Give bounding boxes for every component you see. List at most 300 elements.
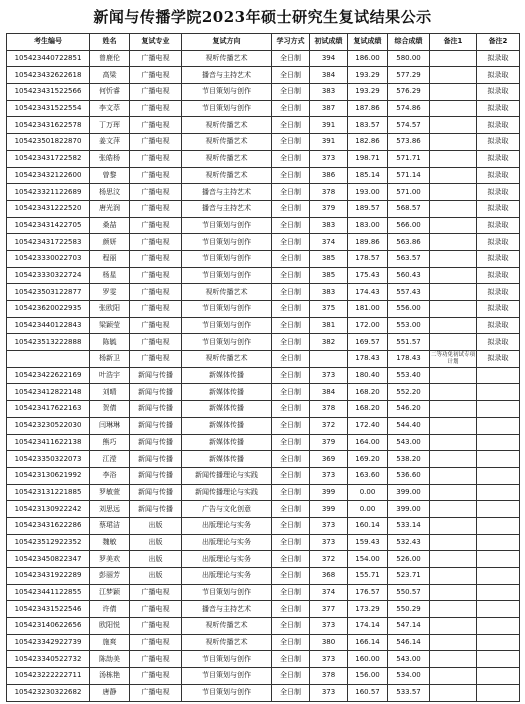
exam-id-cell: 105423431622286 xyxy=(7,517,90,534)
remark-1-cell xyxy=(430,267,477,284)
table-row xyxy=(7,134,520,151)
prelim-score-cell: 382 xyxy=(310,334,348,351)
study-mode-cell: 全日制 xyxy=(272,267,310,284)
prelim-score-cell: 391 xyxy=(310,117,348,134)
retest-score-cell: 187.86 xyxy=(348,100,388,117)
major-cell: 广播电视 xyxy=(130,50,182,67)
study-mode-cell: 全日制 xyxy=(272,467,310,484)
exam-id-cell xyxy=(7,351,90,368)
major-cell: 新闻与传播 xyxy=(130,434,182,451)
col-major-header: 复试专业 xyxy=(130,34,182,51)
retest-score-cell: 181.00 xyxy=(348,301,388,318)
remark-1-cell xyxy=(430,417,477,434)
prelim-score-cell: 383 xyxy=(310,84,348,101)
remark-2-cell xyxy=(477,384,520,401)
remark-2-cell xyxy=(477,684,520,701)
study-mode-cell: 全日制 xyxy=(272,317,310,334)
exam-id-cell: 105423350322073 xyxy=(7,451,90,468)
table-row xyxy=(7,668,520,685)
remark-1-cell: 二等功免初试专项计划 xyxy=(430,351,477,368)
major-cell: 广播电视 xyxy=(130,618,182,635)
remark-1-cell xyxy=(430,84,477,101)
major-cell: 新闻与传播 xyxy=(130,451,182,468)
col-remark-1-header: 备注1 xyxy=(430,34,477,51)
major-cell: 广播电视 xyxy=(130,134,182,151)
remark-2-cell: 拟录取 xyxy=(477,267,520,284)
total-score-cell: 399.00 xyxy=(388,501,430,518)
direction-cell: 节目策划与创作 xyxy=(182,651,272,668)
table-row xyxy=(7,200,520,217)
direction-cell: 播音与主持艺术 xyxy=(182,601,272,618)
retest-score-cell: 0.00 xyxy=(348,501,388,518)
exam-id-cell: 105423501822870 xyxy=(7,134,90,151)
remark-2-cell: 拟录取 xyxy=(477,100,520,117)
exam-id-cell: 105423131221885 xyxy=(7,484,90,501)
col-direction-header: 复试方向 xyxy=(182,34,272,51)
remark-2-cell xyxy=(477,651,520,668)
exam-id-cell: 105423411622138 xyxy=(7,434,90,451)
prelim-score-cell: 378 xyxy=(310,184,348,201)
major-cell: 广播电视 xyxy=(130,100,182,117)
prelim-score-cell: 387 xyxy=(310,100,348,117)
prelim-score-cell: 369 xyxy=(310,451,348,468)
name-cell: 丁万珲 xyxy=(90,117,130,134)
study-mode-cell: 全日制 xyxy=(272,684,310,701)
remark-2-cell: 拟录取 xyxy=(477,217,520,234)
exam-id-cell: 105423503122877 xyxy=(7,284,90,301)
name-cell: 程丽 xyxy=(90,250,130,267)
study-mode-cell: 全日制 xyxy=(272,517,310,534)
remark-1-cell xyxy=(430,200,477,217)
major-cell: 广播电视 xyxy=(130,317,182,334)
direction-cell: 出版理论与实务 xyxy=(182,517,272,534)
total-score-cell: 550.29 xyxy=(388,601,430,618)
col-total-score-header: 综合成绩 xyxy=(388,34,430,51)
retest-score-cell: 166.14 xyxy=(348,634,388,651)
remark-1-cell xyxy=(430,384,477,401)
col-prelim-score-header: 初试成绩 xyxy=(310,34,348,51)
name-cell: 李文萃 xyxy=(90,100,130,117)
exam-id-cell: 105423431522554 xyxy=(7,100,90,117)
name-cell: 陈毓 xyxy=(90,334,130,351)
table-row xyxy=(7,601,520,618)
remark-2-cell xyxy=(477,434,520,451)
col-retest-score-header: 复试成绩 xyxy=(348,34,388,51)
remark-2-cell: 拟录取 xyxy=(477,234,520,251)
retest-score-cell: 160.57 xyxy=(348,684,388,701)
total-score-cell: 571.14 xyxy=(388,167,430,184)
retest-score-cell: 173.29 xyxy=(348,601,388,618)
prelim-score-cell: 368 xyxy=(310,568,348,585)
exam-id-cell: 105423441122855 xyxy=(7,584,90,601)
study-mode-cell: 全日制 xyxy=(272,451,310,468)
exam-id-cell: 105423431622578 xyxy=(7,117,90,134)
retest-score-cell: 169.57 xyxy=(348,334,388,351)
remark-1-cell xyxy=(430,184,477,201)
retest-score-cell: 193.29 xyxy=(348,84,388,101)
total-score-cell: 574.57 xyxy=(388,117,430,134)
direction-cell: 播音与主持艺术 xyxy=(182,200,272,217)
remark-2-cell xyxy=(477,501,520,518)
name-cell: 罗雯 xyxy=(90,284,130,301)
study-mode-cell: 全日制 xyxy=(272,434,310,451)
exam-id-cell: 105423431522566 xyxy=(7,84,90,101)
name-cell: 李浴 xyxy=(90,467,130,484)
remark-2-cell: 拟录取 xyxy=(477,351,520,368)
retest-score-cell: 160.00 xyxy=(348,651,388,668)
total-score-cell: 574.86 xyxy=(388,100,430,117)
direction-cell: 出版理论与实务 xyxy=(182,568,272,585)
table-row xyxy=(7,467,520,484)
exam-id-cell: 105423513222888 xyxy=(7,334,90,351)
prelim-score-cell: 373 xyxy=(310,467,348,484)
total-score-cell: 557.43 xyxy=(388,284,430,301)
table-row xyxy=(7,67,520,84)
table-row xyxy=(7,401,520,418)
remark-1-cell xyxy=(430,117,477,134)
table-row xyxy=(7,250,520,267)
exam-id-cell: 105423431922289 xyxy=(7,568,90,585)
remark-1-cell xyxy=(430,634,477,651)
direction-cell: 节目策划与创作 xyxy=(182,267,272,284)
remark-2-cell: 拟录取 xyxy=(477,150,520,167)
direction-cell: 新闻传播理论与实践 xyxy=(182,467,272,484)
direction-cell: 新媒体传播 xyxy=(182,367,272,384)
col-study-mode-header: 学习方式 xyxy=(272,34,310,51)
remark-2-cell: 拟录取 xyxy=(477,67,520,84)
table-row xyxy=(7,434,520,451)
study-mode-cell: 全日制 xyxy=(272,484,310,501)
name-cell: 贺倩 xyxy=(90,401,130,418)
prelim-score-cell: 391 xyxy=(310,134,348,151)
major-cell: 出版 xyxy=(130,534,182,551)
major-cell: 出版 xyxy=(130,568,182,585)
major-cell: 新闻与传播 xyxy=(130,417,182,434)
major-cell: 广播电视 xyxy=(130,584,182,601)
total-score-cell: 576.29 xyxy=(388,84,430,101)
exam-id-cell: 105423230522030 xyxy=(7,417,90,434)
retest-score-cell: 175.43 xyxy=(348,267,388,284)
total-score-cell: 532.43 xyxy=(388,534,430,551)
name-cell: 许倩 xyxy=(90,601,130,618)
direction-cell: 视听传播艺术 xyxy=(182,634,272,651)
total-score-cell: 571.00 xyxy=(388,184,430,201)
study-mode-cell: 全日制 xyxy=(272,501,310,518)
exam-id-cell: 105423330022703 xyxy=(7,250,90,267)
remark-1-cell xyxy=(430,434,477,451)
total-score-cell: 577.29 xyxy=(388,67,430,84)
major-cell: 广播电视 xyxy=(130,200,182,217)
table-row xyxy=(7,417,520,434)
direction-cell: 视听传播艺术 xyxy=(182,618,272,635)
remark-2-cell xyxy=(477,367,520,384)
major-cell: 广播电视 xyxy=(130,334,182,351)
name-cell: 叶浩宇 xyxy=(90,367,130,384)
prelim-score-cell: 383 xyxy=(310,217,348,234)
direction-cell: 新媒体传播 xyxy=(182,434,272,451)
prelim-score-cell: 378 xyxy=(310,668,348,685)
study-mode-cell: 全日制 xyxy=(272,618,310,635)
total-score-cell: 566.00 xyxy=(388,217,430,234)
major-cell: 广播电视 xyxy=(130,301,182,318)
total-score-cell: 553.00 xyxy=(388,317,430,334)
total-score-cell: 544.40 xyxy=(388,417,430,434)
exam-id-cell: 105423431422705 xyxy=(7,217,90,234)
remark-1-cell xyxy=(430,601,477,618)
remark-2-cell: 拟录取 xyxy=(477,184,520,201)
remark-1-cell xyxy=(430,651,477,668)
major-cell: 广播电视 xyxy=(130,67,182,84)
name-cell: 姜文萍 xyxy=(90,134,130,151)
name-cell: 闫琳琳 xyxy=(90,417,130,434)
major-cell: 广播电视 xyxy=(130,217,182,234)
total-score-cell: 571.71 xyxy=(388,150,430,167)
header-row xyxy=(7,34,520,51)
remark-2-cell xyxy=(477,417,520,434)
direction-cell: 节目策划与创作 xyxy=(182,668,272,685)
exam-id-cell: 105423130621992 xyxy=(7,467,90,484)
major-cell: 广播电视 xyxy=(130,234,182,251)
total-score-cell: 546.14 xyxy=(388,634,430,651)
results-table xyxy=(6,33,520,702)
study-mode-cell: 全日制 xyxy=(272,250,310,267)
total-score-cell: 563.86 xyxy=(388,234,430,251)
exam-id-cell: 105423440122843 xyxy=(7,317,90,334)
direction-cell: 节目策划与创作 xyxy=(182,100,272,117)
study-mode-cell: 全日制 xyxy=(272,234,310,251)
direction-cell: 节目策划与创作 xyxy=(182,250,272,267)
remark-2-cell: 拟录取 xyxy=(477,334,520,351)
study-mode-cell: 全日制 xyxy=(272,50,310,67)
retest-score-cell: 186.00 xyxy=(348,50,388,67)
table-row xyxy=(7,167,520,184)
exam-id-cell: 105423431222520 xyxy=(7,200,90,217)
col-remark-2-header: 备注2 xyxy=(477,34,520,51)
remark-2-cell: 拟录取 xyxy=(477,284,520,301)
study-mode-cell: 全日制 xyxy=(272,551,310,568)
retest-score-cell: 189.57 xyxy=(348,200,388,217)
major-cell: 广播电视 xyxy=(130,651,182,668)
total-score-cell: 573.86 xyxy=(388,134,430,151)
table-row xyxy=(7,584,520,601)
remark-1-cell xyxy=(430,484,477,501)
direction-cell: 节目策划与创作 xyxy=(182,584,272,601)
name-cell: 罗敏萱 xyxy=(90,484,130,501)
retest-score-cell: 183.57 xyxy=(348,117,388,134)
direction-cell: 播音与主持艺术 xyxy=(182,67,272,84)
remark-2-cell: 拟录取 xyxy=(477,317,520,334)
total-score-cell: 560.43 xyxy=(388,267,430,284)
direction-cell: 节目策划与创作 xyxy=(182,217,272,234)
study-mode-cell: 全日制 xyxy=(272,401,310,418)
table-row xyxy=(7,484,520,501)
table-row xyxy=(7,568,520,585)
prelim-score-cell: 373 xyxy=(310,150,348,167)
prelim-score-cell: 374 xyxy=(310,584,348,601)
major-cell: 出版 xyxy=(130,551,182,568)
prelim-score-cell xyxy=(310,351,348,368)
table-row xyxy=(7,301,520,318)
name-cell: 唐光润 xyxy=(90,200,130,217)
direction-cell: 播音与主持艺术 xyxy=(182,184,272,201)
study-mode-cell: 全日制 xyxy=(272,384,310,401)
direction-cell: 节目策划与创作 xyxy=(182,334,272,351)
retest-score-cell: 163.60 xyxy=(348,467,388,484)
table-row xyxy=(7,100,520,117)
table-row xyxy=(7,501,520,518)
study-mode-cell: 全日制 xyxy=(272,417,310,434)
study-mode-cell: 全日制 xyxy=(272,184,310,201)
retest-score-cell: 178.57 xyxy=(348,250,388,267)
retest-score-cell: 180.40 xyxy=(348,367,388,384)
name-cell: 杨星 xyxy=(90,267,130,284)
remark-1-cell xyxy=(430,684,477,701)
direction-cell: 新媒体传播 xyxy=(182,451,272,468)
prelim-score-cell: 385 xyxy=(310,250,348,267)
exam-id-cell: 105423340522732 xyxy=(7,651,90,668)
prelim-score-cell: 399 xyxy=(310,484,348,501)
page-title: 新闻与传播学院2023年硕士研究生复试结果公示 xyxy=(93,8,432,26)
remark-1-cell xyxy=(430,284,477,301)
table-row xyxy=(7,651,520,668)
table-row xyxy=(7,384,520,401)
retest-score-cell: 168.20 xyxy=(348,401,388,418)
prelim-score-cell: 377 xyxy=(310,601,348,618)
retest-score-cell: 183.00 xyxy=(348,217,388,234)
prelim-score-cell: 386 xyxy=(310,167,348,184)
total-score-cell: 550.57 xyxy=(388,584,430,601)
prelim-score-cell: 379 xyxy=(310,200,348,217)
major-cell: 广播电视 xyxy=(130,601,182,618)
total-score-cell: 546.20 xyxy=(388,401,430,418)
prelim-score-cell: 384 xyxy=(310,384,348,401)
table-row xyxy=(7,534,520,551)
table-row xyxy=(7,517,520,534)
table-row xyxy=(7,234,520,251)
exam-id-cell: 105423512922352 xyxy=(7,534,90,551)
prelim-score-cell: 373 xyxy=(310,517,348,534)
name-cell: 唐静 xyxy=(90,684,130,701)
total-score-cell: 178.43 xyxy=(388,351,430,368)
retest-score-cell: 174.14 xyxy=(348,618,388,635)
retest-score-cell: 164.00 xyxy=(348,434,388,451)
table-row xyxy=(7,351,520,368)
study-mode-cell: 全日制 xyxy=(272,584,310,601)
remark-2-cell: 拟录取 xyxy=(477,250,520,267)
prelim-score-cell: 373 xyxy=(310,534,348,551)
remark-1-cell xyxy=(430,100,477,117)
exam-id-cell: 105423431722582 xyxy=(7,150,90,167)
table-row xyxy=(7,267,520,284)
direction-cell: 新媒体传播 xyxy=(182,384,272,401)
direction-cell: 新闻传播理论与实践 xyxy=(182,484,272,501)
study-mode-cell: 全日制 xyxy=(272,367,310,384)
prelim-score-cell: 378 xyxy=(310,401,348,418)
direction-cell: 视听传播艺术 xyxy=(182,134,272,151)
study-mode-cell: 全日制 xyxy=(272,301,310,318)
retest-score-cell: 193.00 xyxy=(348,184,388,201)
exam-id-cell: 105423440722851 xyxy=(7,50,90,67)
remark-1-cell xyxy=(430,217,477,234)
prelim-score-cell: 374 xyxy=(310,234,348,251)
table-row xyxy=(7,117,520,134)
total-score-cell: 538.20 xyxy=(388,451,430,468)
major-cell: 广播电视 xyxy=(130,250,182,267)
remark-1-cell xyxy=(430,50,477,67)
prelim-score-cell: 394 xyxy=(310,50,348,67)
remark-2-cell: 拟录取 xyxy=(477,84,520,101)
study-mode-cell: 全日制 xyxy=(272,534,310,551)
direction-cell: 节目策划与创作 xyxy=(182,684,272,701)
exam-id-cell: 105423222222711 xyxy=(7,668,90,685)
study-mode-cell: 全日制 xyxy=(272,284,310,301)
prelim-score-cell: 380 xyxy=(310,634,348,651)
total-score-cell: 533.14 xyxy=(388,517,430,534)
exam-id-cell: 105423432622618 xyxy=(7,67,90,84)
major-cell: 出版 xyxy=(130,517,182,534)
study-mode-cell: 全日制 xyxy=(272,84,310,101)
table-body xyxy=(7,50,520,701)
name-cell: 高梁 xyxy=(90,67,130,84)
major-cell: 新闻与传播 xyxy=(130,401,182,418)
name-cell: 刘思远 xyxy=(90,501,130,518)
total-score-cell: 556.00 xyxy=(388,301,430,318)
retest-score-cell: 182.86 xyxy=(348,134,388,151)
table-row xyxy=(7,618,520,635)
major-cell: 广播电视 xyxy=(130,668,182,685)
major-cell: 广播电视 xyxy=(130,84,182,101)
retest-score-cell: 155.71 xyxy=(348,568,388,585)
table-header xyxy=(7,34,520,51)
exam-id-cell: 105423422622169 xyxy=(7,367,90,384)
prelim-score-cell: 372 xyxy=(310,551,348,568)
exam-id-cell: 105423450822347 xyxy=(7,551,90,568)
exam-id-cell: 105423230322682 xyxy=(7,684,90,701)
major-cell: 新闻与传播 xyxy=(130,367,182,384)
name-cell: 杨新卫 xyxy=(90,351,130,368)
retest-score-cell: 185.14 xyxy=(348,167,388,184)
study-mode-cell: 全日制 xyxy=(272,117,310,134)
remark-1-cell xyxy=(430,467,477,484)
prelim-score-cell: 373 xyxy=(310,618,348,635)
retest-score-cell: 193.29 xyxy=(348,67,388,84)
retest-score-cell: 176.57 xyxy=(348,584,388,601)
direction-cell: 新媒体传播 xyxy=(182,401,272,418)
study-mode-cell: 全日制 xyxy=(272,217,310,234)
major-cell: 广播电视 xyxy=(130,267,182,284)
remark-2-cell xyxy=(477,534,520,551)
remark-1-cell xyxy=(430,501,477,518)
major-cell: 新闻与传播 xyxy=(130,384,182,401)
total-score-cell: 533.57 xyxy=(388,684,430,701)
remark-1-cell xyxy=(430,367,477,384)
retest-score-cell: 172.00 xyxy=(348,317,388,334)
remark-1-cell xyxy=(430,551,477,568)
remark-1-cell xyxy=(430,317,477,334)
remark-2-cell xyxy=(477,668,520,685)
major-cell: 广播电视 xyxy=(130,184,182,201)
table-row xyxy=(7,334,520,351)
exam-id-cell: 105423431722583 xyxy=(7,234,90,251)
major-cell: 广播电视 xyxy=(130,167,182,184)
name-cell: 欧阳悦 xyxy=(90,618,130,635)
name-cell: 何忻睿 xyxy=(90,84,130,101)
table-row xyxy=(7,634,520,651)
prelim-score-cell: 399 xyxy=(310,501,348,518)
remark-2-cell: 拟录取 xyxy=(477,50,520,67)
remark-2-cell: 拟录取 xyxy=(477,134,520,151)
name-cell: 汤栋艳 xyxy=(90,668,130,685)
